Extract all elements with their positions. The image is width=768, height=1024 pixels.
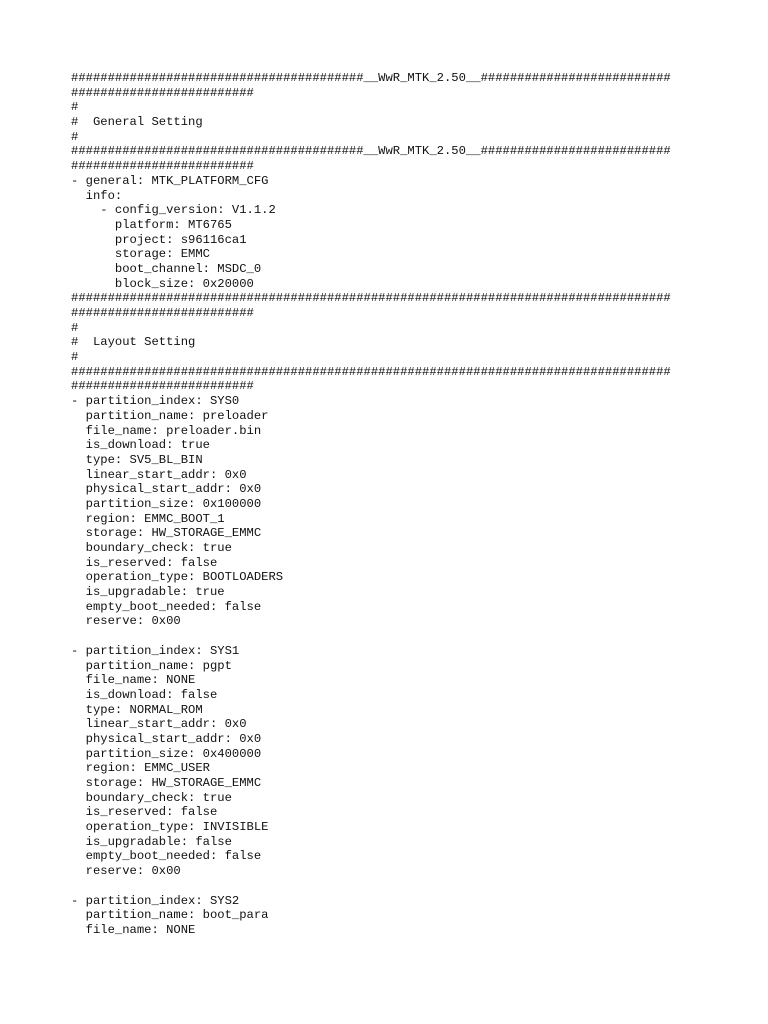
text-line: #	[71, 100, 79, 115]
text-line: platform: MT6765	[71, 217, 232, 232]
text-line: linear_start_addr: 0x0	[71, 467, 247, 482]
text-line: type: SV5_BL_BIN	[71, 452, 203, 467]
text-line: partition_size: 0x400000	[71, 746, 262, 761]
text-line	[71, 879, 751, 894]
text-line: # Layout Setting	[71, 335, 196, 350]
text-line: - general: MTK_PLATFORM_CFG	[71, 173, 269, 188]
text-line: ########################################__WwR_MTK_2.50__##########################	[71, 144, 671, 159]
text-line: #########################	[71, 379, 254, 394]
general-setting-header	[71, 71, 751, 174]
partition-sys0	[71, 394, 751, 644]
partition-sys2	[71, 894, 751, 938]
text-line: storage: EMMC	[71, 247, 210, 262]
text-line: partition_name: preloader	[71, 408, 269, 423]
text-line: - partition_index: SYS0	[71, 394, 240, 409]
text-line: reserve: 0x00	[71, 614, 181, 629]
text-line: ########################################__WwR_MTK_2.50__##########################	[71, 71, 671, 85]
text-line: physical_start_addr: 0x0	[71, 482, 262, 497]
text-line: #	[71, 350, 79, 365]
text-line: boot_channel: MSDC_0	[71, 261, 262, 276]
scatter-file-document	[71, 71, 751, 938]
text-line: - config_version: V1.1.2	[71, 203, 276, 218]
text-line: - partition_index: SYS1	[71, 643, 240, 658]
text-line: #	[71, 320, 79, 335]
text-line: empty_boot_needed: false	[71, 849, 262, 864]
text-line: file_name: NONE	[71, 922, 196, 937]
text-line: partition_size: 0x100000	[71, 496, 262, 511]
text-line: file_name: NONE	[71, 673, 196, 688]
text-line: is_reserved: false	[71, 555, 218, 570]
text-line	[71, 629, 751, 644]
text-line: region: EMMC_BOOT_1	[71, 511, 225, 526]
layout-setting-header	[71, 291, 751, 394]
text-line: info:	[71, 188, 123, 203]
text-line: linear_start_addr: 0x0	[71, 717, 247, 732]
text-line: is_upgradable: false	[71, 834, 232, 849]
text-line: #	[71, 129, 79, 144]
text-line: boundary_check: true	[71, 790, 232, 805]
text-line: # General Setting	[71, 115, 203, 130]
text-line: ##################################################################################	[71, 364, 671, 379]
text-line: region: EMMC_USER	[71, 761, 210, 776]
text-line: #########################	[71, 306, 254, 320]
text-line: is_upgradable: true	[71, 585, 225, 600]
text-line: partition_name: boot_para	[71, 908, 269, 923]
text-line: is_reserved: false	[71, 805, 218, 820]
text-line: storage: HW_STORAGE_EMMC	[71, 776, 262, 790]
text-line: #########################	[71, 85, 254, 100]
text-line: block_size: 0x20000	[71, 276, 254, 291]
text-line: type: NORMAL_ROM	[71, 702, 203, 717]
text-line: - partition_index: SYS2	[71, 893, 240, 908]
text-line: reserve: 0x00	[71, 864, 181, 879]
text-line: boundary_check: true	[71, 541, 232, 555]
text-line: file_name: preloader.bin	[71, 423, 262, 438]
text-line: operation_type: BOOTLOADERS	[71, 570, 284, 585]
text-line: is_download: false	[71, 687, 218, 702]
text-line: #########################	[71, 159, 254, 174]
text-line: storage: HW_STORAGE_EMMC	[71, 526, 262, 541]
text-line: partition_name: pgpt	[71, 658, 232, 673]
partition-sys1	[71, 644, 751, 894]
text-line: physical_start_addr: 0x0	[71, 731, 262, 746]
text-line: empty_boot_needed: false	[71, 599, 262, 614]
text-line: project: s96116ca1	[71, 232, 247, 247]
general-config-block	[71, 174, 751, 292]
text-line: ##################################################################################	[71, 291, 671, 306]
text-line: operation_type: INVISIBLE	[71, 820, 269, 835]
text-line: is_download: true	[71, 438, 210, 453]
